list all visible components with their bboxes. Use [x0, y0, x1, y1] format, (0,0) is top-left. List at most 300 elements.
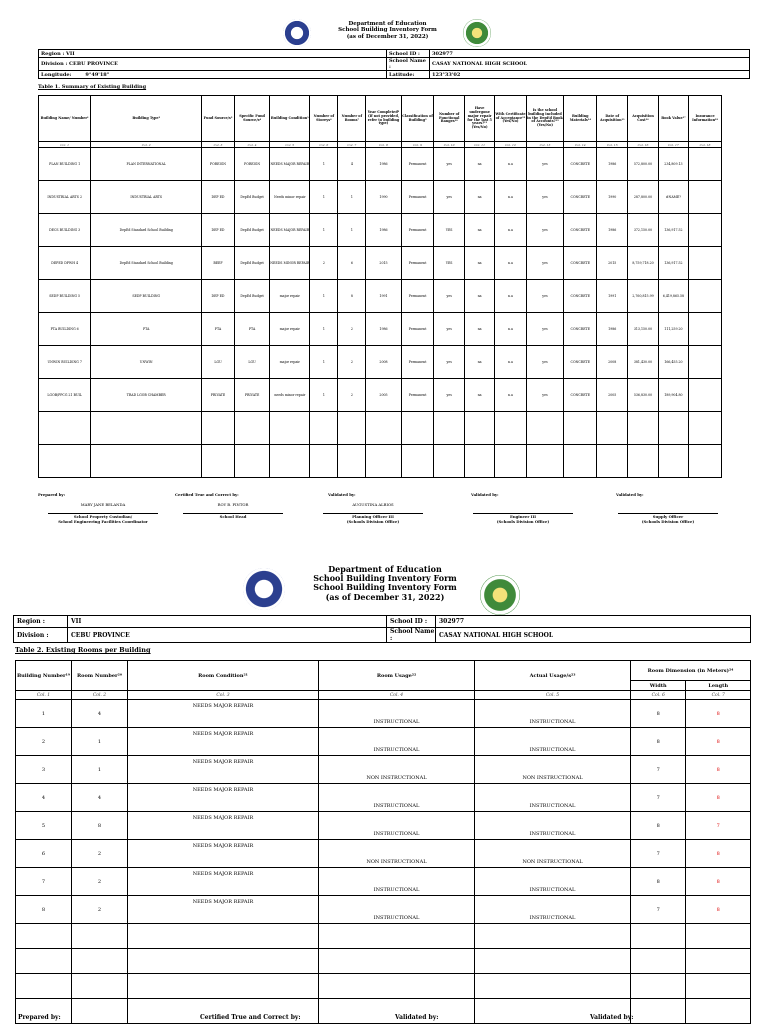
t1-cell: 166,455.20	[658, 346, 688, 379]
school-info-table-2	[13, 615, 751, 643]
t1-cell: na	[464, 214, 494, 247]
t1-empty-cell	[234, 445, 269, 478]
t1-cell: 1990	[366, 181, 401, 214]
t1-empty-cell	[91, 412, 202, 445]
t1-cell: yes	[434, 280, 464, 313]
t2-cell	[72, 756, 128, 784]
validated3-title2: (Schools Division Office)	[641, 519, 695, 524]
t1-empty-cell	[401, 412, 434, 445]
t1-cell: DepEd Budget	[234, 181, 269, 214]
table-row	[39, 148, 722, 181]
t2-cell-text: NEEDS MAJOR REPAIR	[192, 787, 254, 793]
t1-empty-cell	[495, 445, 526, 478]
t2-cell-text: 8	[716, 710, 720, 717]
t2-cell	[475, 868, 631, 896]
t1-header-col10: Number of Functional Ranges¹⁰	[434, 96, 464, 142]
footer-validated2: Validated by:	[590, 1014, 634, 1021]
t1-cell: 536,830.00	[628, 379, 658, 412]
t1-header-col5: Building Condition⁵	[270, 96, 310, 142]
t2-cell-text: 8	[97, 822, 102, 829]
t2-cell-text: 8	[716, 738, 720, 745]
t1-cell: 1	[338, 181, 366, 214]
t1-cell: yes	[526, 280, 564, 313]
t2-empty-cell	[475, 974, 631, 999]
t2-empty-cell	[686, 949, 751, 974]
table-row	[16, 756, 751, 784]
t1-empty-cell	[401, 445, 434, 478]
t1-cell: #NAME?	[658, 181, 688, 214]
t1-empty-cell	[310, 412, 338, 445]
t1-empty-cell	[91, 445, 202, 478]
empty-row	[16, 974, 751, 999]
t1-cell: CONCRETE	[564, 379, 597, 412]
t2-cell-text: 7	[656, 906, 660, 913]
t1-colnum: Col. 1	[39, 142, 91, 148]
t2-cell-text: NEEDS MAJOR REPAIR	[192, 759, 254, 765]
validated3-title	[618, 513, 718, 524]
t1-cell: 2	[338, 379, 366, 412]
t2-cell	[16, 812, 72, 840]
t1-empty-cell	[658, 445, 688, 478]
t1-cell: 287,800.00	[628, 181, 658, 214]
t2-cell	[319, 756, 475, 784]
division2-label: Division :	[14, 628, 68, 643]
table-row	[39, 379, 722, 412]
t1-empty-cell	[202, 445, 235, 478]
t1-colnum: Col. 4	[234, 142, 269, 148]
t2-cell	[128, 840, 319, 868]
t1-header-col1: Building Name/ Number¹	[39, 96, 91, 142]
school-name-value: CASAY NATIONAL HIGH SCHOOL	[430, 58, 750, 71]
t1-cell: na	[464, 181, 494, 214]
t2-empty-cell	[319, 949, 475, 974]
t1-empty-cell	[658, 412, 688, 445]
t1-cell: LGOB/PPCG 21 BUIL	[39, 379, 91, 412]
t2-cell-text: NEEDS MAJOR REPAIR	[192, 871, 254, 877]
t1-empty-cell	[597, 412, 628, 445]
t2-cell-text: 8	[716, 906, 720, 913]
t1-empty-cell	[526, 445, 564, 478]
school-id2-label: School ID :	[387, 616, 436, 628]
t2-cell-text: 8	[716, 794, 720, 801]
validated1-title	[323, 513, 423, 524]
t1-cell: LGU	[234, 346, 269, 379]
t1-cell: 1986	[366, 214, 401, 247]
t1-header-col6: Number of Storeys⁶	[310, 96, 338, 142]
t1-cell: 136,917.52	[658, 247, 688, 280]
t2-cell	[319, 812, 475, 840]
t1-header-col4: Specific Fund Source/s⁴	[234, 96, 269, 142]
t1-cell: TRAD LGOB CHAMBER	[91, 379, 202, 412]
t1-cell: 1991	[366, 280, 401, 313]
t2-cell-text: 4	[41, 794, 46, 801]
t2-cell-text: NON INSTRUCTIONAL	[366, 775, 427, 781]
t1-cell: Permanent	[401, 148, 434, 181]
th-length: Length	[686, 681, 751, 691]
t2-cell-text: INSTRUCTIONAL	[529, 719, 576, 725]
t1-empty-cell	[366, 412, 401, 445]
certified-name: ROY B. PINTOR	[217, 502, 249, 507]
school-id-label: School ID :	[387, 50, 430, 58]
t1-cell: yes	[434, 346, 464, 379]
prepared-name: MARY JANE BELANDA	[80, 502, 126, 507]
t2-cell	[686, 756, 751, 784]
t1-cell: yes	[434, 313, 464, 346]
t2-cell	[16, 868, 72, 896]
header2-line3: School Building Inventory Form	[313, 582, 457, 593]
t2-empty-cell	[475, 949, 631, 974]
t1-cell: n.a	[495, 214, 526, 247]
table-row	[16, 896, 751, 924]
t1-cell: PLAN BUILDING 1	[39, 148, 91, 181]
t1-cell: Permanent	[401, 346, 434, 379]
t1-cell: 1	[310, 214, 338, 247]
t2-cell-text: 8	[656, 738, 660, 745]
t1-colnum: Col. 14	[564, 142, 597, 148]
header-line3: (as of December 31, 2022)	[346, 33, 429, 40]
t1-cell: 2005	[597, 379, 628, 412]
validated1-title1: Planning Officer III	[352, 514, 394, 519]
t2-cell	[475, 756, 631, 784]
table-row	[39, 214, 722, 247]
t1-cell: 1991	[597, 280, 628, 313]
t1-empty-cell	[270, 412, 310, 445]
t2-empty-cell	[128, 949, 319, 974]
t2-empty-cell	[72, 949, 128, 974]
t2-cell	[631, 784, 686, 812]
t1-cell: DEPED DPWH 4	[39, 247, 91, 280]
t2-cell-text: 8	[41, 906, 46, 913]
t2-cell-text: INSTRUCTIONAL	[529, 887, 576, 893]
t2-cell	[319, 700, 475, 728]
t2-cell-text: 1	[41, 710, 46, 717]
t2-empty-cell	[475, 924, 631, 949]
t1-empty-cell	[464, 445, 494, 478]
th-building-number: Building Number¹⁹	[16, 661, 72, 691]
table-row	[39, 280, 722, 313]
t1-cell: CONCRETE	[564, 181, 597, 214]
t1-empty-cell	[434, 412, 464, 445]
t1-header-col2: Building Type²	[91, 96, 202, 142]
t1-cell: PTA	[202, 313, 235, 346]
t1-cell: n.a	[495, 379, 526, 412]
t1-empty-cell	[628, 445, 658, 478]
th-actual-usage: Actual Usage/s²³	[475, 661, 631, 691]
t1-cell: Needs minor repair	[270, 181, 310, 214]
t2-cell-text: 2	[97, 850, 102, 857]
t2-cell	[72, 812, 128, 840]
region2-label: Region :	[14, 616, 68, 628]
t1-cell: n.a	[495, 181, 526, 214]
t1-cell	[689, 247, 722, 280]
t1-header-col3: Fund Source/s³	[202, 96, 235, 142]
t1-cell: FOREIGN	[234, 148, 269, 181]
t2-cell	[686, 700, 751, 728]
table-row	[16, 840, 751, 868]
footer-validated1: Validated by:	[395, 1014, 439, 1021]
t1-cell: yes	[526, 148, 564, 181]
validated2-title	[473, 513, 573, 524]
t1-cell: 234,809.13	[658, 148, 688, 181]
t1-cell: major repair	[270, 313, 310, 346]
t2-empty-cell	[319, 974, 475, 999]
t2-cell-text: INSTRUCTIONAL	[373, 915, 420, 921]
t1-empty-cell	[338, 412, 366, 445]
t1-header-col13: Is the school building included in the DepEd Book of Accounts?¹³ (Yes/No)	[526, 96, 564, 142]
t1-cell: PLAN INTERNATIONAL	[91, 148, 202, 181]
t2-cell	[631, 896, 686, 924]
t1-empty-cell	[564, 412, 597, 445]
t1-colnum: Col. 16	[628, 142, 658, 148]
t1-empty-cell	[310, 445, 338, 478]
t2-empty-cell	[128, 924, 319, 949]
t2-colnum: Col. 3	[128, 691, 319, 700]
table1-header-row	[39, 96, 722, 142]
t1-cell: 8,759,718.20	[628, 247, 658, 280]
t1-cell: 313,150.00	[628, 313, 658, 346]
t2-cell-text: 7	[656, 766, 660, 773]
t2-cell	[16, 896, 72, 924]
t2-cell	[475, 784, 631, 812]
t2-cell	[319, 784, 475, 812]
t1-cell: Permanent	[401, 280, 434, 313]
t2-cell	[686, 840, 751, 868]
t1-cell: na	[464, 346, 494, 379]
th-room-dimension: Room Dimension (in Meters)²⁴	[631, 661, 751, 681]
t2-cell-text: 1	[97, 766, 102, 773]
t1-colnum: Col. 6	[310, 142, 338, 148]
t1-cell: na	[464, 313, 494, 346]
t2-cell	[686, 896, 751, 924]
validated2-label: Validated by:	[471, 492, 499, 497]
t2-cell	[475, 700, 631, 728]
t2-cell	[72, 700, 128, 728]
t1-colnum: Col. 10	[434, 142, 464, 148]
t1-cell: 2008	[597, 346, 628, 379]
division-cell: Division : CEBU PROVINCE	[39, 58, 387, 71]
t1-cell: CONCRETE	[564, 247, 597, 280]
t2-cell-text: 8	[656, 822, 660, 829]
empty-row	[16, 924, 751, 949]
t2-cell-text: 6	[41, 850, 46, 857]
t1-cell: 1986	[366, 313, 401, 346]
t2-cell	[475, 728, 631, 756]
t1-cell: PTA BUILDING 6	[39, 313, 91, 346]
t1-cell: yes	[526, 247, 564, 280]
t2-empty-cell	[72, 974, 128, 999]
t1-cell: 4	[338, 148, 366, 181]
th-room-condition: Room Condition²¹	[128, 661, 319, 691]
t2-cell-text: INSTRUCTIONAL	[373, 719, 420, 725]
t1-cell: PTA	[91, 313, 202, 346]
t2-cell-text: NEEDS MAJOR REPAIR	[192, 731, 254, 737]
t1-cell: 136,917.52	[658, 214, 688, 247]
t2-cell	[72, 896, 128, 924]
signatures-page1	[38, 492, 738, 528]
t1-cell	[689, 346, 722, 379]
t1-colnum: Col. 7	[338, 142, 366, 148]
t1-cell	[689, 214, 722, 247]
t2-cell	[686, 868, 751, 896]
t1-cell: SEDP BUILDING	[91, 280, 202, 313]
t2-empty-cell	[72, 924, 128, 949]
t1-colnum: Col. 18	[689, 142, 722, 148]
t1-cell: 1986	[597, 214, 628, 247]
t1-empty-cell	[564, 445, 597, 478]
t2-cell	[631, 756, 686, 784]
t1-cell: major repair	[270, 280, 310, 313]
t1-colnum: Col. 8	[366, 142, 401, 148]
t1-colnum: Col. 17	[658, 142, 688, 148]
t1-cell: 2008	[366, 346, 401, 379]
validated2-title1: Engineer III	[510, 514, 536, 519]
t1-empty-cell	[338, 445, 366, 478]
prepared-label: Prepared by:	[38, 492, 66, 497]
latitude-value: 123°33'02	[430, 71, 750, 79]
t1-cell: DepEd Standard School Building	[91, 214, 202, 247]
t1-colnum: Col. 11	[464, 142, 494, 148]
t2-cell-text: NEEDS MAJOR REPAIR	[192, 899, 254, 905]
t1-cell: na	[464, 379, 494, 412]
t1-cell	[689, 280, 722, 313]
t2-cell	[128, 868, 319, 896]
t2-cell-text: 3	[41, 766, 46, 773]
th-width: Width	[631, 681, 686, 691]
school-name2-label: School Name :	[387, 628, 436, 643]
t2-cell	[72, 784, 128, 812]
t1-cell: yes	[526, 346, 564, 379]
t1-cell: PTA	[234, 313, 269, 346]
t1-cell: 6,419,865.58	[658, 280, 688, 313]
t2-empty-cell	[631, 949, 686, 974]
t1-cell: 2015	[597, 247, 628, 280]
validated1-title2: (Schools Division Office)	[346, 519, 400, 524]
prepared-title1: School Property Custodian/	[73, 514, 133, 519]
t2-cell	[631, 700, 686, 728]
t1-cell: Permanent	[401, 181, 434, 214]
t1-cell: UNWIN BUILDING 7	[39, 346, 91, 379]
t1-cell: SEDP BUILDING 5	[39, 280, 91, 313]
t2-cell	[686, 784, 751, 812]
t2-cell	[475, 896, 631, 924]
t2-cell-text: 5	[41, 822, 46, 829]
t1-cell: yes	[434, 379, 464, 412]
t2-cell-text: 2	[41, 738, 46, 745]
t1-cell	[689, 313, 722, 346]
t1-empty-cell	[270, 445, 310, 478]
school-info-table	[38, 49, 750, 79]
t2-empty-cell	[631, 974, 686, 999]
t2-cell-text: 7	[716, 822, 720, 829]
certified-label: Certified True and Correct by:	[175, 492, 239, 497]
validated2-title2: (Schools Division Office)	[496, 519, 550, 524]
t1-cell: n.a	[495, 148, 526, 181]
t1-cell: 1	[310, 280, 338, 313]
t2-cell	[631, 728, 686, 756]
t2-cell-text: 2	[97, 878, 102, 885]
t2-cell-text: 8	[716, 766, 720, 773]
header2-line1: Department of Education	[328, 564, 442, 574]
empty-row	[39, 445, 722, 478]
t2-cell	[475, 812, 631, 840]
t2-empty-cell	[686, 924, 751, 949]
t1-cell: BEEF	[202, 247, 235, 280]
t1-cell: 1	[310, 148, 338, 181]
t1-cell: 1986	[597, 148, 628, 181]
t1-empty-cell	[689, 445, 722, 478]
t1-header-col8: Year Completed⁸ (If not provided, refer to building type)	[366, 96, 401, 142]
t1-cell: 6	[338, 247, 366, 280]
t1-cell: 1990	[597, 181, 628, 214]
t1-colnum: Col. 3	[202, 142, 235, 148]
footer-certified: Certified True and Correct by:	[200, 1014, 301, 1021]
table-row	[16, 868, 751, 896]
school-name2-value: CASAY NATIONAL HIGH SCHOOL	[436, 628, 751, 643]
rooms-table	[15, 660, 751, 1024]
certified-title	[183, 513, 283, 519]
t1-cell: yes	[526, 214, 564, 247]
t1-colnum: Col. 15	[597, 142, 628, 148]
header-line1: Department of Education	[348, 21, 427, 27]
t1-empty-cell	[689, 412, 722, 445]
t1-cell: 2,760,815.99	[628, 280, 658, 313]
t1-cell: needs minor repair	[270, 379, 310, 412]
t1-cell: NEEDS MAJOR REPAIR	[270, 214, 310, 247]
t1-cell: DEP ED	[202, 280, 235, 313]
latitude-label: Latitude:	[387, 71, 430, 79]
t2-cell-text: INSTRUCTIONAL	[529, 803, 576, 809]
t2-cell-text: INSTRUCTIONAL	[373, 747, 420, 753]
school-name-label: School Name :	[387, 58, 430, 71]
t1-cell: n.a	[495, 313, 526, 346]
t1-cell: CONCRETE	[564, 214, 597, 247]
t1-colnum: Col. 9	[401, 142, 434, 148]
t2-cell-text: INSTRUCTIONAL	[373, 831, 420, 837]
t2-cell-text: 8	[716, 878, 720, 885]
t2-cell	[16, 756, 72, 784]
table1-title: Table 1. Summary of Existing Building	[38, 84, 147, 90]
validated1-label: Validated by:	[328, 492, 356, 497]
t2-cell	[475, 840, 631, 868]
t1-cell: Permanent	[401, 379, 434, 412]
t2-cell-text: NON INSTRUCTIONAL	[522, 859, 583, 865]
t1-cell: DepEd Budget	[234, 280, 269, 313]
t2-cell-text: 4	[97, 794, 102, 801]
t1-cell: 1986	[366, 148, 401, 181]
t2-cell	[319, 868, 475, 896]
t1-cell: CONCRETE	[564, 148, 597, 181]
t1-cell: DepEd Budget	[234, 214, 269, 247]
t1-colnum: Col. 12	[495, 142, 526, 148]
t2-empty-cell	[128, 974, 319, 999]
t2-cell-text: 4	[97, 710, 102, 717]
t2-empty-cell	[16, 949, 72, 974]
t2-cell	[128, 896, 319, 924]
t1-header-col11: Have undergone major repair for the last 5 years?¹¹ (Yes/No)	[464, 96, 494, 142]
t1-cell: 2015	[366, 247, 401, 280]
t2-empty-cell	[631, 999, 686, 1024]
th-room-usage: Room Usage²²	[319, 661, 475, 691]
t1-empty-cell	[597, 445, 628, 478]
t1-cell: major repair	[270, 346, 310, 379]
t1-cell: yes	[526, 181, 564, 214]
t2-empty-cell	[686, 999, 751, 1024]
t1-cell: Permanent	[401, 214, 434, 247]
t2-cell	[72, 728, 128, 756]
t1-header-col14: Building Materials¹⁴	[564, 96, 597, 142]
school-id2-value: 302977	[436, 616, 751, 628]
t2-colnum: Col. 6	[631, 691, 686, 700]
